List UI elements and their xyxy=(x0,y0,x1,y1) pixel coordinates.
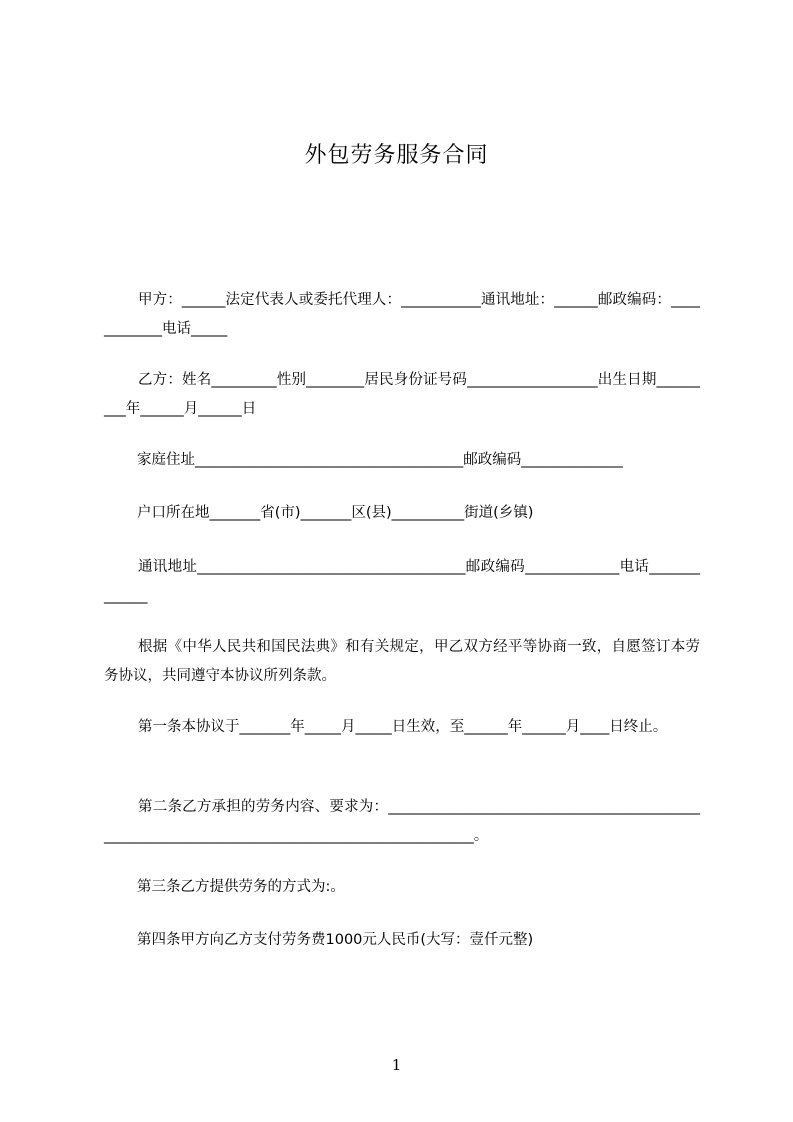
preamble-paragraph: 根据《中华人民共和国民法典》和有关规定，甲乙双方经平等协商一致，自愿签订本劳务协议，共同遵守本协议所列条款。 xyxy=(104,639,700,684)
home-address-line: 家庭住址_____________________________________邮政编码______________ xyxy=(137,452,623,468)
page-number: 1 xyxy=(391,1056,402,1074)
article-3-line: 第三条乙方提供劳务的方式为:。 xyxy=(137,879,345,895)
party-b-paragraph: 乙方：姓名_________性别________居民身份证号码__________________出生日期_________年______月______日 xyxy=(104,372,700,417)
mailing-address-paragraph: 通讯地址_____________________________________邮政编码_____________电话_____________ xyxy=(104,559,700,604)
article-1-paragraph: 第一条本协议于_______年_____月_____日生效，至______年______月____日终止。 xyxy=(138,719,668,735)
party-a-paragraph: 甲方：______法定代表人或委托代理人：___________通讯地址：______邮政编码：____________电话_____ xyxy=(104,292,700,337)
article-4-line: 第四条甲方向乙方支付劳务费1000元人民币(大写：壹仟元整) xyxy=(137,932,534,948)
page-title: 外包劳务服务合同 xyxy=(304,143,489,168)
household-registration-line: 户口所在地_______省(市)_______区(县)__________街道(乡镇) xyxy=(137,505,534,521)
article-2-paragraph: 第二条乙方承担的劳务内容、要求为：______________________________________________________________________________________________。 xyxy=(104,799,700,844)
